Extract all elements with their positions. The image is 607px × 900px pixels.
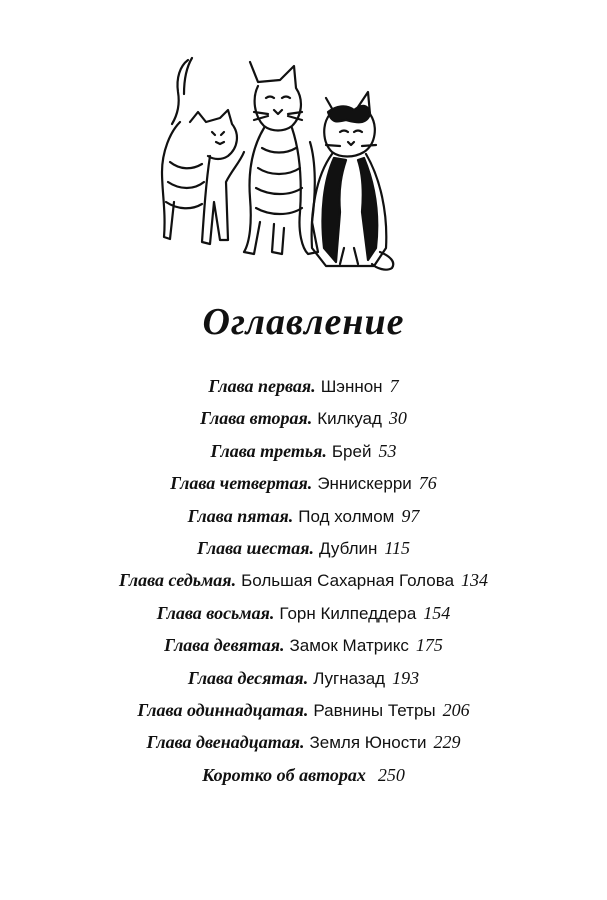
chapter-title: Под холмом <box>298 506 395 526</box>
toc-entry-6 <box>0 532 607 564</box>
page-number: 115 <box>384 537 411 558</box>
chapter-label: Коротко об авторах <box>202 764 366 785</box>
chapter-title: Лугназад <box>313 668 386 688</box>
page-number: 229 <box>433 732 461 753</box>
chapter-label: Глава шестая. <box>196 537 315 558</box>
page-number: 97 <box>401 505 420 526</box>
three-cats-icon <box>140 52 400 277</box>
toc-entry-2 <box>0 402 607 434</box>
page-number: 175 <box>415 635 443 656</box>
toc-entry-9 <box>0 629 607 661</box>
chapter-title: Дублин <box>319 538 378 558</box>
chapter-label: Глава одиннадцатая. <box>137 699 309 720</box>
toc-entry-7 <box>0 564 607 596</box>
page-number: 30 <box>388 408 407 429</box>
chapter-label: Глава пятая. <box>187 505 294 526</box>
chapter-title: Замок Матрикс <box>289 636 409 656</box>
chapter-label: Глава десятая. <box>187 667 309 688</box>
toc-entry-5 <box>0 500 607 532</box>
toc-entry-11 <box>0 694 607 726</box>
chapter-title: Горн Килпеддера <box>279 603 417 623</box>
toc-entry-12 <box>0 726 607 758</box>
page-title: Оглавление <box>202 301 405 343</box>
chapter-label: Глава первая. <box>208 376 316 396</box>
page-number: 76 <box>418 473 437 494</box>
chapter-label: Глава вторая. <box>200 408 313 429</box>
chapter-title: Эннискерри <box>317 474 412 494</box>
chapter-title: Большая Сахарная Голова <box>241 571 455 591</box>
chapter-label: Глава двенадцатая. <box>146 732 305 753</box>
toc-entry-10 <box>0 662 607 694</box>
page-number: 193 <box>392 667 420 688</box>
chapter-title: Брей <box>331 441 372 461</box>
toc-entry-8 <box>0 597 607 629</box>
chapter-title: Земля Юности <box>309 733 427 753</box>
toc-entry-4 <box>0 467 607 499</box>
page-number: 7 <box>389 376 399 396</box>
chapter-title: Шэннон <box>320 377 383 396</box>
page-number: 250 <box>377 764 405 785</box>
chapter-title: Килкуад <box>317 409 382 429</box>
chapter-label: Глава четвертая. <box>170 473 313 494</box>
page-number: 206 <box>442 699 470 720</box>
page-number: 134 <box>461 570 489 591</box>
chapter-label: Глава седьмая. <box>118 570 237 591</box>
chapter-label: Глава девятая. <box>164 635 285 656</box>
toc-entry-1 <box>0 370 607 402</box>
table-of-contents <box>0 370 607 791</box>
page-number: 53 <box>378 440 397 461</box>
chapter-title: Равнины Тетры <box>313 700 436 720</box>
page-number: 154 <box>423 602 451 623</box>
toc-entry-3 <box>0 435 607 467</box>
chapter-label: Глава восьмая. <box>156 602 275 623</box>
toc-entry-authors <box>0 759 607 791</box>
chapter-label: Глава третья. <box>210 440 327 461</box>
